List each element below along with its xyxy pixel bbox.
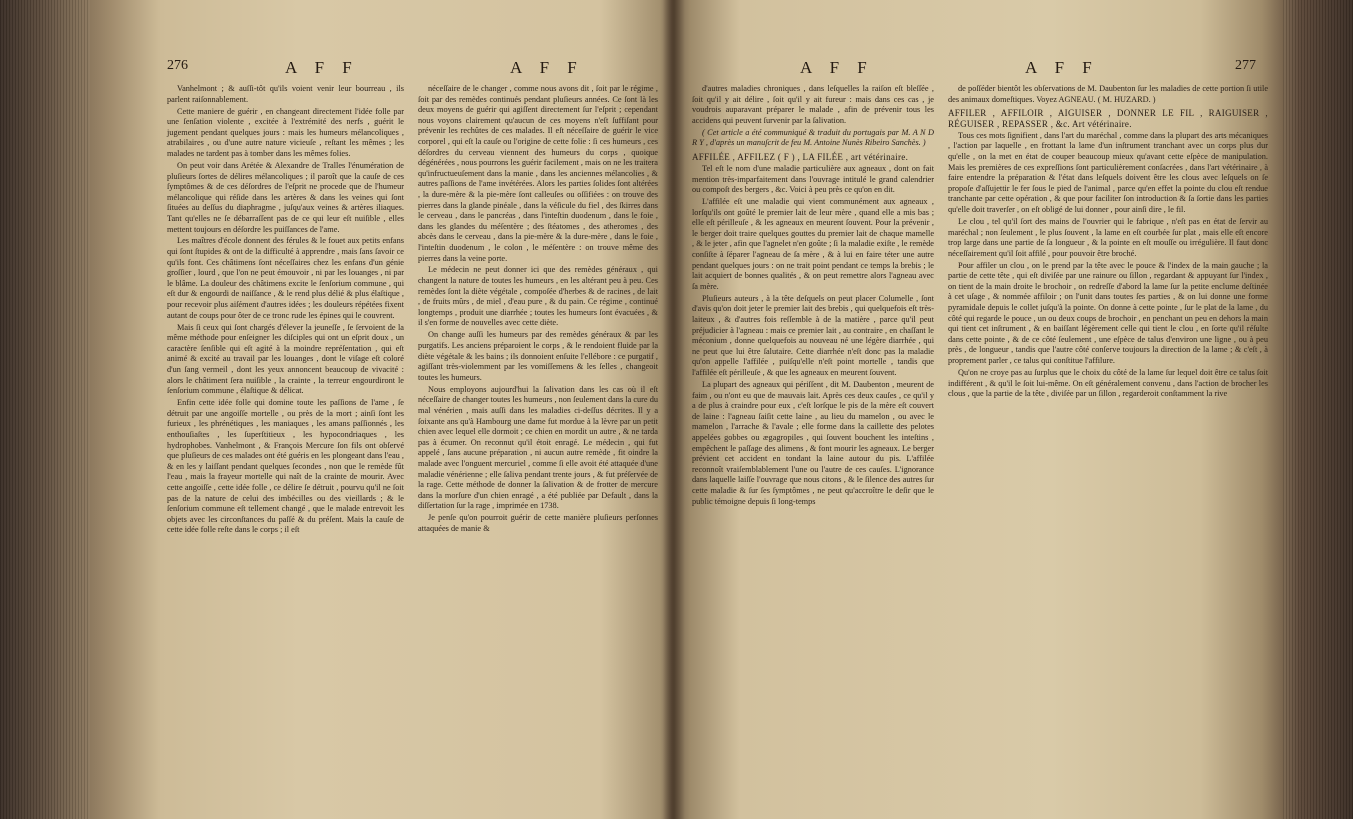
paragraph: On change auſſi les humeurs par des remèdes généraux & par les purgatifs. Les anciens préparoient le corps , & le rendoient fluide par la diète végétale & les bains ; ils donnoient enſuite l'ellébore : ce purgatif , agiſſant très-violemment par les vomiſſemens & les ſelles , changeoit toutes les humeurs. xyxy=(418,330,658,382)
paragraph: Tous ces mots ſignifient , dans l'art du maréchal , comme dans la plupart des arts mécaniques , l'action par laquelle , en frottant la lame d'un inſtrument tranchant avec un corps plus dur qu'elle , on la met en état de couper beaucoup mieux qu'avant cette eſpèce de manipulation. Mais les premières de ces expreſſions ſont particulièrement conſacrées , dans l'art vétérinaire , à faire entendre la préparation & l'état dans leſquels doivent être les clous avec leſquels on ſe propoſe d'aſſujettir le fer ſous le pied de l'animal , parce qu'en effet la pointe du clou eſt rendue tranchante par cette opération , & que pour faciliter ſon introduction & ſa ſortie dans les parties qu'elle doit traverſer , on eſt obligé de lui donner , pour ainſi dire , le fil. xyxy=(948,130,1268,214)
paragraph: Qu'on ne croye pas au ſurplus que le choix du côté de la lame ſur lequel doit être ce talus ſoit indifférent , & qu'il le ſoit lui-même. On eſt généralement convenu , dans l'action de brocher les clous , que la partie de la tête , diviſée par un ſillon , regarderoit conſtamment la rive xyxy=(948,368,1268,399)
entry-heading: AFFILER , AFFILOIR , AIGUISER , DONNER LE FIL , RAIGUISER , RÉGUISER , REPASSER , &c. Art vétérinaire. xyxy=(948,108,1268,129)
paragraph: Tel eſt le nom d'une maladie particulière aux agneaux , dont on fait mention très-imparfaitement dans l'ouvrage intitulé le grand calendrier ou compoſt des bergers , &c. Voici à peu près ce qu'on en dit. xyxy=(692,163,934,195)
paragraph: Nous employons aujourd'hui la ſalivation dans les cas où il eſt néceſſaire de changer toutes les humeurs , non ſeulement dans la cure du mal vénérien , mais auſſi dans les maladies ci-deſſus décrites. Il y a ſoixante ans qu'à Hambourg une dame fut mordue à la lèvre par un petit chien avec lequel elle dormoit ; ce chien en mordit un autre , & ne tarda pas à écumer. On reconnut qu'il étoit enragé. Le médecin , qui fut appelé , ſans aucune préparation , ni aucun autre remède , fit oindre la malade avec l'onguent mercuriel , comme ſi elle avoit été attaquée d'une maladie vénérienne ; elle ſaliva pendant trente jours , & fut préſervée de la rage. Cette méthode de donner la ſalivation & de frotter de mercure dans la morſure d'un chien enragé , a été publiée par Default , dans la diſſertation ſur la rage , imprimée en 1738. xyxy=(418,384,658,511)
paragraph: Pluſieurs auteurs , à la tête deſquels on peut placer Columelle , ſont d'avis qu'on doit jeter le premier lait des brebis , qui quelquefois eſt très-laiteux , & d'autres fois reſſemble à de la matière , parce qu'il peut préjudicier à l'agneau : mais ce premier lait , au contraire , en chaſſant le méconium , donne quelquefois au nouveau né une légère diarrhée , qui ne peut que lui être ſalutaire. Cette diarrhée n'eſt donc pas la maladie qu'on appelle l'affilée , puiſqu'elle n'eſt point mortelle , tandis que l'affilée eſt périlleuſe , & que les agneaux en meurent ſouvent. xyxy=(692,293,934,377)
right-page xyxy=(680,0,1280,819)
left-page xyxy=(165,0,665,819)
left-running-head-2: A F F xyxy=(510,58,584,77)
left-column-2 xyxy=(418,84,658,536)
right-running-head: A F F xyxy=(800,58,874,77)
paragraph: Enfin cette idée folle qui domine toute les paſſions de l'ame , ſe détruit par une angoiſſe mortelle , ou près de la mort ; ainſi ſont les furieux , les phrénétiques , les maniaques , les amans paſſionnés , les enthouſiaſtes , les ſuperſtitieux , les hypocondriaques , les hydrophobes. Vanhelmont , & François Mercure ſon fils ont obſervé que pluſieurs de ces malades ont été guéris en les plongeant dans l'eau , & en les y laiſſant pendant quelques ſecondes , non que le remède fût l'eau , mais la frayeur mortelle qui naît de la crainte de mourir. Avec cette angoiſſe , cette idée folle , ce délire ſe détruit , pourvu qu'il ne ſoit pas de la nature de celui des imbécilles ou des vieillards ; & le ſenſorium commune eſt tellement changé , que le malade entrevoit les objets avec les circonſtances du paſſé & du préſent. Mais la cauſe de cette idée folle reſte dans le corps ; il eſt xyxy=(167,398,404,535)
paragraph: Le médecin ne peut donner ici que des remèdes généraux , qui changent la nature de toutes les humeurs , en les altérant peu à peu. Ces remèdes ſont la diète végétale , compoſée d'herbes & de racines , de lait , de fruits mûrs , de miel , d'eau pure , & du pain. Ce régime , continué longtemps , produit une diarrhée ; toutes les humeurs ſont évacuées , & il s'en forme de nouvelles avec cette diète. xyxy=(418,265,658,328)
right-column-2 xyxy=(948,84,1268,401)
book-edge-right xyxy=(1283,0,1353,819)
paragraph: Pour affiler un clou , on le prend par la tête avec le pouce & l'index de la main gauche ; la partie de cette tête , qui eſt diviſée par une rainure ou ſillon , regardant & appuyant ſur l'index , on tient de la main droite le brochoir , on redreſſe d'abord la lame ſur la petite enclume deſtinée à cet uſage , & nommée affiloir ; on l'unit dans toutes ſes parties , & on lui donne une forme pyramidale depuis le collet juſqu'à la pointe. On donne à cette pointe , ſur le plat de la lame , du côté qui regarde le pouce , un ou deux coups de brochoir , en penchant un peu en dehors la main qui tient cet inſtrument , & en baiſſant légèrement celle qui tient le clou , en ſorte qu'il réſulte dans cette pointe , & de ce côté ſeulement , une eſpèce de talus d'environ une ligne , ou à peu près , de longueur , tandis que l'autre côté conſerve toujours la direction de la lame ; & c'eſt , à proprement parler , ce talus qui conſtitue l'affilure. xyxy=(948,260,1268,366)
right-page-number: 277 xyxy=(1235,58,1256,73)
entry-heading: AFFILÉE , AFFILEZ ( F ) , LA FILÉE , art vétérinaire. xyxy=(692,151,909,162)
right-column-1 xyxy=(692,84,934,509)
paragraph: de poſſéder bientôt les obſervations de M. Daubenton ſur les maladies de cette portion ſi utile des animaux domeſtiques. Voyez AGNEAU. ( M. HUZARD. ) xyxy=(948,84,1268,104)
paragraph: Je penſe qu'on pourroit guérir de cette manière pluſieurs perſonnes attaquées de manie & xyxy=(418,513,658,533)
paragraph: La plupart des agneaux qui périſſent , dit M. Daubenton , meurent de faim , ou n'ont eu que de mauvais lait. Après ces deux cauſes , ce qu'il y a de plus à craindre pour eux , c'eſt lorſque le pis de la mère eſt couvert de laine : l'agneau ſaiſit cette laine , au lieu du mamelon , ou avec le mamelon , l'arrache & l'avale ; elle forme dans la caillette des pelotes appelées gobbes ou ægagropiles , qui ſouvent bouchent les inteſtins , empêchent le paſſage des alimens , & font mourir les agneaux. Le berger prévient cet accident en tondant la laine autour du pis. L'affilée reconnoît vraiſemblablement l'une ou l'autre de ces cauſes. L'ignorance dans laquelle laiſſe l'ouvrage que nous citons , & le ſilence des autres ſur cette maladie & ſur ſes ſymptômes , ne peut qu'accroître le deſir que le public témoigne depuis ſi long-temps xyxy=(692,379,934,506)
paragraph: Le clou , tel qu'il ſort des mains de l'ouvrier qui le fabrique , n'eſt pas en état de ſervir au maréchal ; non ſeulement , le plus ſouvent , la lame en eſt courbée ſur plat , mais elle eſt encore trop large dans une partie de ſa longueur , & la pointe en eſt mouſſe ou irrégulière. Il faut donc néceſſairement qu'il ſoit affilé , pour pouvoir être broché. xyxy=(948,216,1268,258)
paragraph: Vanhelmont ; & auſſi-tôt qu'ils voient venir leur bourreau , ils parlent raiſonnablement. xyxy=(167,84,404,104)
paragraph: Les maîtres d'école donnent des férules & le fouet aux petits enfans qui ſont ſtupides & ont de la difficulté à apprendre , mais ſans ſavoir ce qu'ils font. Ces châtimens ſont néceſſaires chez les enfans d'un génie groſſier , lourd , que l'on ne peut émouvoir , ni par les louanges , ni par le blâme. La douleur des châtimens excite le ſenſorium commune , qui eſt dur & engourdi de naiſſance , & le rend plus délié & plus élaſtique , pour recevoir plus aiſément d'autres idées ; les douleurs répétées fixent autant de coups pour ôter de ce tronc rude les épines qui le couvrent. xyxy=(167,236,404,320)
paragraph: Cette maniere de guérir , en changeant directement l'idée folle par une ſenſation violente , excitée à l'extrémité des nerfs , guérit le jugement pendant quelques jours : mais les humeurs mélancoliques , atrabilaires , ou d'une autre nature vicieuſe , reſtant les mêmes ; les malades ne tardent pas à tomber dans les mêmes folies. xyxy=(167,106,404,158)
paragraph: d'autres maladies chroniques , dans leſquelles la raiſon eſt bleſſée , ſoit qu'il y ait délire , ſoit qu'il y ait fureur : mais dans ces cas , je voudrois auparavant préparer le malade , afin de prévenir tous les accidens qui peuvent ſurvenir par la ſalivation. xyxy=(692,84,934,125)
paragraph: Mais ſi ceux qui ſont chargés d'élever la jeuneſſe , ſe ſervoient de la même méthode pour enſeigner les diſciples qui ont un eſprit doux , un caractère ſenſible qui eſt agité à la moindre repréſentation , qui eſt animé & excité au travail par les louanges , dont le viſage eſt coloré d'un ſang vermeil , dont les yeux annoncent beaucoup de vivacité : alors le châtiment ſera nuiſible , la crainte , la terreur engourdiront le ſenſorium commune , élaſtique & délicat. xyxy=(167,322,404,396)
attribution-note: ( Cet article a été communiqué & traduit du portugais par M. A N D R Y , d'après un manuſcrit de feu M. Antoine Nunès Ribeiro Sanchès. ) xyxy=(692,127,934,148)
left-page-number: 276 xyxy=(167,58,188,73)
left-running-head: A F F xyxy=(285,58,359,77)
right-running-head-2: A F F xyxy=(1025,58,1099,77)
paragraph: néceſſaire de le changer , comme nous avons dit , ſoit par le régime , ſoit par des remèdes continués pendant pluſieurs années. Ce ſont là les deux moyens de guérir qui agiſſent directement ſur l'eſprit ; cependant nous voyons clairement qu'aucun de ces moyens n'eſt ſuffiſant pour prévenir les rechûtes de ces malades. Il eſt néceſſaire de guérir le vice corporel , qui eſt la cauſe ou l'origine de cette folie : ſi ces humeurs , ces déſordres du cerveau viennent des humeurs du corps , quoique dégénérées , nous pourrons les guérir facilement , mais on ne les traitera qu'infructueuſement dans la manie , dans les anciennes mélancolies , & autres paſſions de l'ame invétérées. Alors les parties ſolides ſont altérées , la dure-mère & la pie-mère ſont calleuſes ou oſſifiées : on trouve des pierres dans la glande pinéale , dans la véſicule du fiel , des ſkirres dans le cerveau , dans le pancréas , dans l'inteſtin duodenum , dans le foie , dans les glandes du méſentère ; des ſtéatomes , des atheromes , des abcès dans le cerveau , dans la pie-mère & la dure-mère , dans le foie , l'inteſtin duodenum , le colon , le méſentère : on trouve même des pierres dans la veine porte. xyxy=(418,84,658,263)
book-edge-left xyxy=(0,0,90,819)
left-column-1 xyxy=(167,84,404,537)
paragraph: L'affilée eſt une maladie qui vient communément aux agneaux , lorſqu'ils ont goûté le premier lait de leur mère , quand elle a mis bas ; elle eſt périlleuſe , & les agneaux en meurent ſouvent. Pour la prévenir , le berger doit traire quelques gouttes du premier lait de chaque mamelle , & le jeter , afin que l'agnelet n'en goûte ; ſi la maladie exiſte , le remède conſiſte à ſéparer l'agneau de ſa mère , & à lui en faire téter une autre pendant quelques jours : on ne trait point pendant ce temps la brebis ; le lait acquiert de bonnes qualités , & on peut remettre alors l'agneau avec ſa mère. xyxy=(692,197,934,291)
paragraph: On peut voir dans Arétée & Alexandre de Tralles l'énumération de pluſieurs ſortes de délires mélancoliques ; il paroît que la cauſe de ces ſymptômes & de ces déſordres de l'eſprit ne procede que de l'humeur mélancolique qui réſide dans les artères & dans les veines qui ſont ſituées au deſſus du diaphragme , juſqu'aux veines & artères iliaques. Tant qu'elles ne ſe débarraſſent pas de ce qui leur eſt nuiſible , elles mettent toujours en déſordre les puiſſances de l'ame. xyxy=(167,160,404,234)
